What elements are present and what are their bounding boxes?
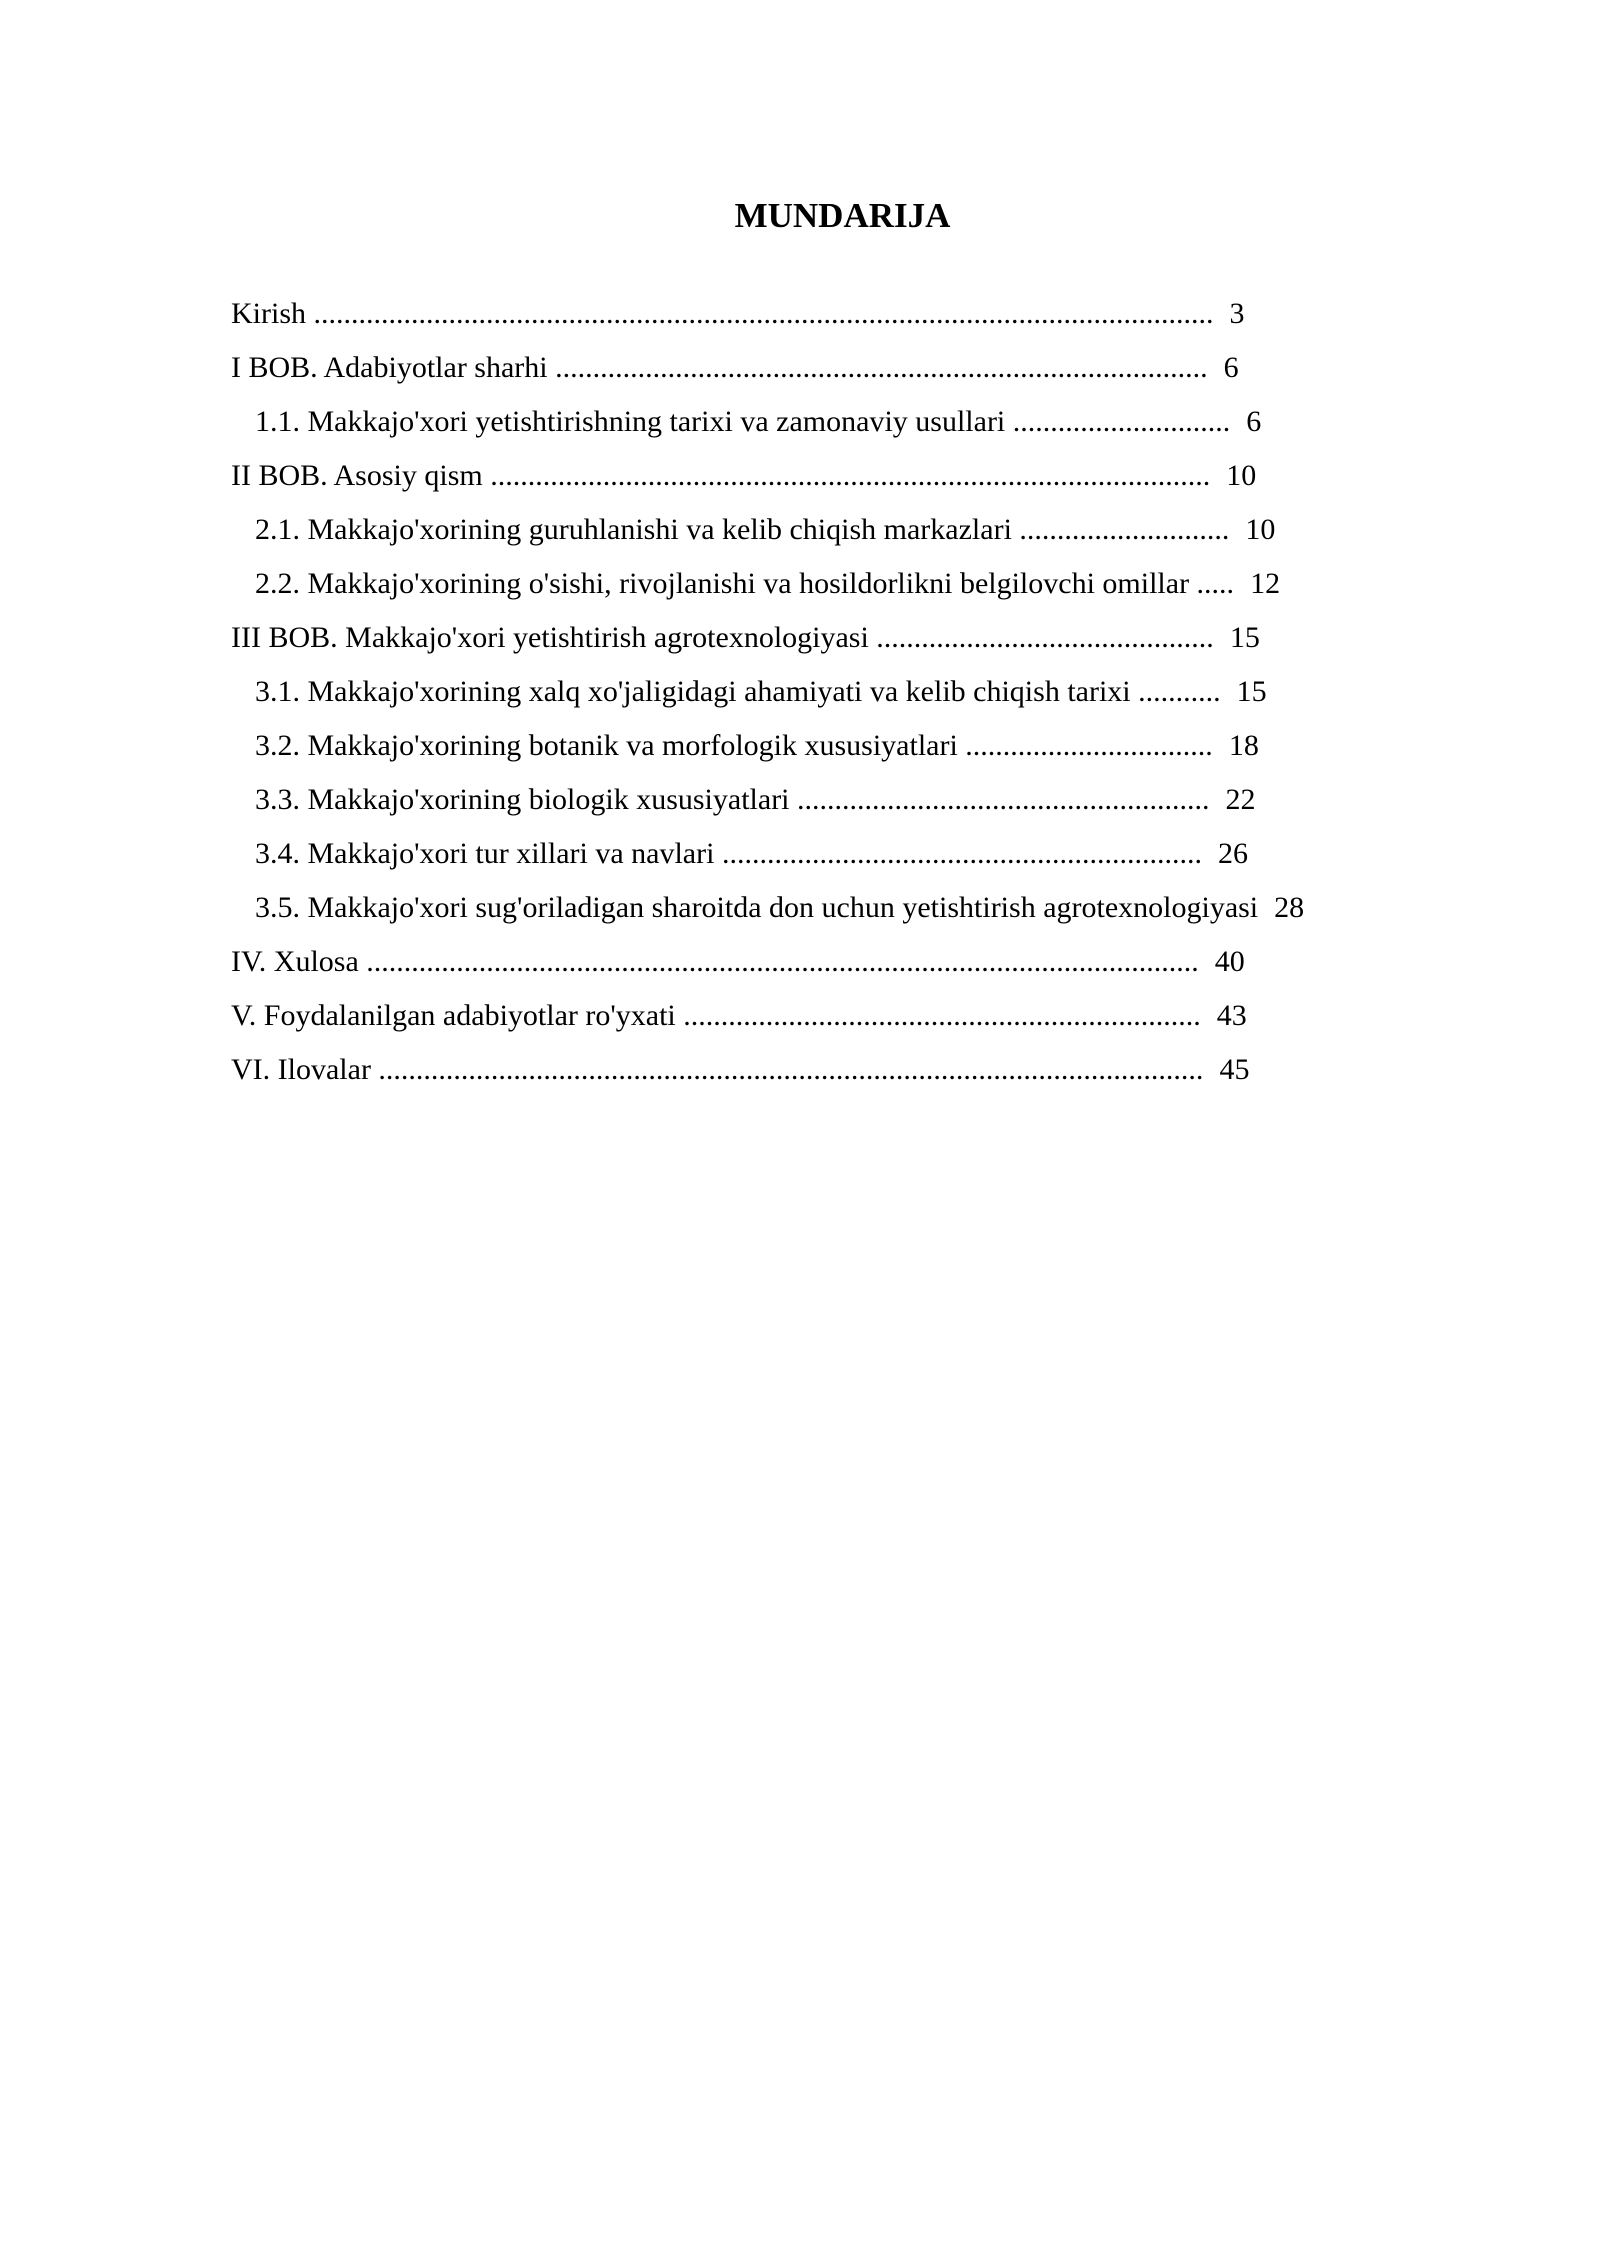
toc-entry-text: I BOB. Adabiyotlar sharhi .......................................................................................: [231, 351, 1208, 384]
toc-entry-text: 2.1. Makkajo'xorining guruhlanishi va kelib chiqish markazlari ............................: [255, 513, 1230, 546]
toc-entry-section-3-2[interactable]: [231, 719, 1551, 773]
toc-entry-text: 3.1. Makkajo'xorining xalq xo'jaligidagi ahamiyati va kelib chiqish tarixi ...........: [255, 675, 1221, 708]
toc-entry-section-3-5[interactable]: [231, 881, 1551, 935]
toc-entry-section-3-3[interactable]: [231, 773, 1551, 827]
toc-page-number: 10: [1226, 459, 1257, 492]
toc-page-number: 10: [1245, 513, 1276, 546]
toc-page-number: 6: [1246, 405, 1262, 438]
toc-entry-text: Kirish ........................................................................................................................: [231, 297, 1214, 330]
page-title: MUNDARIJA: [734, 196, 951, 235]
toc-entry-text: V. Foydalanilgan adabiyotlar ro'yxati .....................................................................: [231, 999, 1201, 1032]
toc-entry-kirish[interactable]: [231, 287, 1551, 341]
toc-entry-text: 1.1. Makkajo'xori yetishtirishning tarixi va zamonaviy usullari .............................: [255, 405, 1231, 438]
toc-page-number: 26: [1217, 837, 1248, 870]
toc-entry-chapter-3[interactable]: [231, 611, 1551, 665]
toc-page-number: 3: [1229, 297, 1245, 330]
toc-entry-section-2-2[interactable]: [231, 557, 1551, 611]
toc-entry-text: 3.2. Makkajo'xorining botanik va morfologik xususiyatlari .................................: [255, 729, 1213, 762]
toc-entry-section-3-4[interactable]: [231, 827, 1551, 881]
toc-entry-text: 2.2. Makkajo'xorining o'sishi, rivojlanishi va hosildorlikni belgilovchi omillar .....: [255, 567, 1235, 600]
table-of-contents: [231, 287, 1551, 1097]
toc-entry-text: 3.5. Makkajo'xori sug'oriladigan sharoitda don uchun yetishtirish agrotexnologiyasi: [255, 891, 1259, 924]
toc-page-number: 18: [1228, 729, 1259, 762]
toc-page-number: 22: [1225, 783, 1256, 816]
toc-entry-text: VI. Ilovalar ..............................................................................................................: [231, 1053, 1204, 1086]
toc-entry-chapter-1[interactable]: [231, 341, 1551, 395]
toc-entry-references[interactable]: [231, 989, 1551, 1043]
toc-entry-section-3-1[interactable]: [231, 665, 1551, 719]
toc-page-number: 45: [1219, 1053, 1250, 1086]
toc-entry-appendices[interactable]: [231, 1043, 1551, 1097]
toc-entry-text: II BOB. Asosiy qism ................................................................................................: [231, 459, 1211, 492]
toc-entry-text: IV. Xulosa ...............................................................................................................: [231, 945, 1199, 978]
toc-entry-text: III BOB. Makkajo'xori yetishtirish agrotexnologiyasi .............................................: [231, 621, 1214, 654]
toc-entry-conclusion[interactable]: [231, 935, 1551, 989]
toc-page-number: 40: [1214, 945, 1245, 978]
toc-page-number: 28: [1274, 891, 1305, 924]
toc-page-number: 15: [1236, 675, 1267, 708]
toc-entry-section-1-1[interactable]: [231, 395, 1551, 449]
toc-page-number: 12: [1250, 567, 1281, 600]
toc-entry-text: 3.3. Makkajo'xorining biologik xususiyatlari .......................................................: [255, 783, 1210, 816]
toc-entry-chapter-2[interactable]: [231, 449, 1551, 503]
toc-entry-text: 3.4. Makkajo'xori tur xillari va navlari ................................................................: [255, 837, 1202, 870]
toc-entry-section-2-1[interactable]: [231, 503, 1551, 557]
toc-page-number: 43: [1216, 999, 1247, 1032]
toc-page-number: 15: [1229, 621, 1260, 654]
toc-page-number: 6: [1223, 351, 1239, 384]
